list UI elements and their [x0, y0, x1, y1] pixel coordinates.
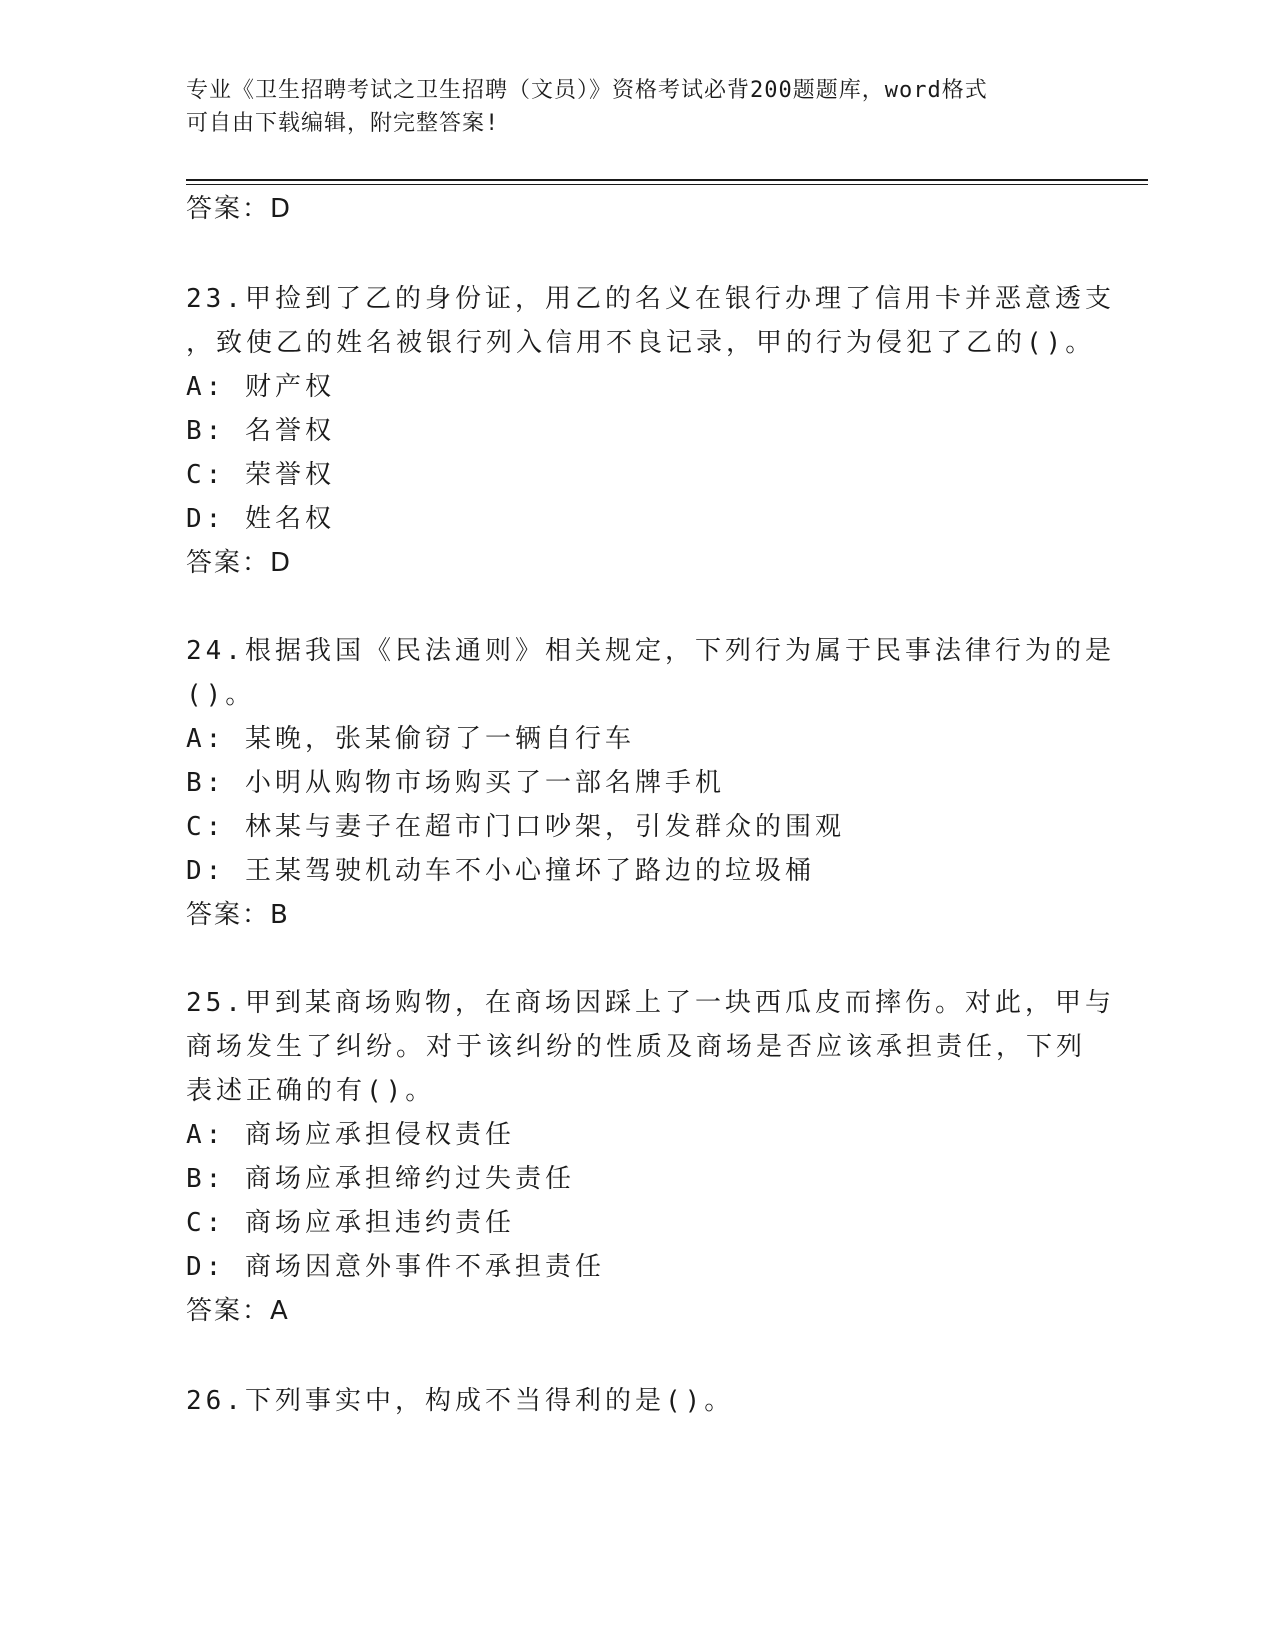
answer-line-prev — [186, 191, 290, 227]
question-24-option-a: A: 某晚，张某偷窃了一辆自行车 — [186, 724, 635, 754]
question-25-option-d: D: 商场因意外事件不承担责任 — [186, 1252, 605, 1282]
question-23-option-a: A: 财产权 — [186, 372, 335, 402]
answer-label: 答案： — [186, 194, 271, 224]
answer-value: A — [270, 1296, 288, 1326]
question-26-stem-line-1: 26.下列事实中，构成不当得利的是()。 — [186, 1386, 735, 1416]
answer-label: 答案： — [186, 900, 271, 930]
question-23-option-d: D: 姓名权 — [186, 504, 335, 534]
header-title-line-2: 可自由下载编辑，附完整答案! — [186, 111, 500, 136]
header-divider-thick — [186, 179, 1148, 181]
page-header — [186, 74, 1086, 140]
header-divider-thin — [186, 184, 1148, 185]
question-24-stem-line-2: ()。 — [186, 680, 256, 710]
answer-label: 答案： — [186, 1296, 271, 1326]
question-25-option-c: C: 商场应承担违约责任 — [186, 1208, 515, 1238]
question-23-option-b: B: 名誉权 — [186, 416, 335, 446]
answer-value: D — [270, 194, 291, 224]
answer-value: D — [270, 548, 291, 578]
question-25-stem-line-2: 商场发生了纠纷。对于该纠纷的性质及商场是否应该承担责任，下列 — [186, 1032, 1087, 1062]
question-25-stem-line-3: 表述正确的有()。 — [186, 1076, 436, 1106]
question-24-stem-line-1: 24.根据我国《民法通则》相关规定，下列行为属于民事法律行为的是 — [186, 636, 1115, 666]
question-23-option-c: C: 荣誉权 — [186, 460, 335, 490]
answer-label: 答案： — [186, 548, 271, 578]
question-24-answer — [186, 897, 288, 933]
question-23-stem-line-2: ，致使乙的姓名被银行列入信用不良记录，甲的行为侵犯了乙的()。 — [186, 328, 1096, 358]
question-24-option-c: C: 林某与妻子在超市门口吵架，引发群众的围观 — [186, 812, 845, 842]
question-23-stem-line-1: 23.甲捡到了乙的身份证，用乙的名义在银行办理了信用卡并恶意透支 — [186, 284, 1115, 314]
question-25-option-b: B: 商场应承担缔约过失责任 — [186, 1164, 575, 1194]
question-25-answer — [186, 1293, 288, 1329]
question-24-option-b: B: 小明从购物市场购买了一部名牌手机 — [186, 768, 725, 798]
question-24-option-d: D: 王某驾驶机动车不小心撞坏了路边的垃圾桶 — [186, 856, 815, 886]
header-title-line-1: 专业《卫生招聘考试之卫生招聘（文员）》资格考试必背200题题库，word格式 — [186, 78, 988, 103]
question-25-stem-line-1: 25.甲到某商场购物，在商场因踩上了一块西瓜皮而摔伤。对此，甲与 — [186, 988, 1115, 1018]
question-23-answer — [186, 545, 290, 581]
answer-value: B — [270, 900, 288, 930]
question-25-option-a: A: 商场应承担侵权责任 — [186, 1120, 515, 1150]
